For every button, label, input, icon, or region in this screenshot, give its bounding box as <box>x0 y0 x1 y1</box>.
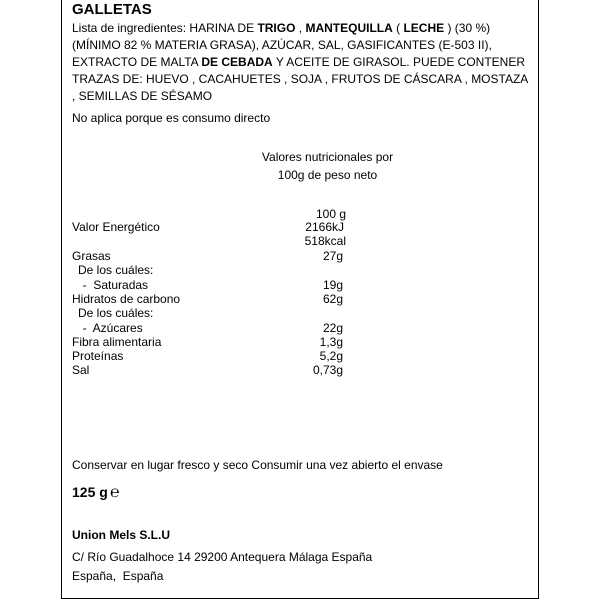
ingredients-list <box>72 20 534 105</box>
nutrition-header-line2: 100g de peso neto <box>277 168 378 182</box>
nutrient-label: De los cuáles: <box>78 306 154 320</box>
nutrition-header-line1: Valores nutricionales por <box>261 150 394 164</box>
nutrient-value: 62g <box>322 292 343 306</box>
nutrient-label: Sal <box>72 363 90 377</box>
nutrient-value: 27g <box>322 249 343 263</box>
ingredients-text: ( <box>392 21 404 35</box>
energy-kj-value: 2166kJ <box>305 220 344 234</box>
allergen-trigo: TRIGO <box>257 21 296 35</box>
nutrition-column-label: 100 g <box>315 207 346 221</box>
nutrient-value: 0,73g <box>312 363 343 377</box>
company-name: Union Mels S.L.U <box>72 528 171 542</box>
nutrient-value: 1,3g <box>319 335 343 349</box>
energy-label: Valor Energético <box>72 220 160 234</box>
ingredients-text: ) (30 %) (MÍNIMO 82 % MATERIA GRASA), AZÚCAR, SAL, GASIFICANTES (E-503 II), EXTRACTO DE MALTA <box>72 21 492 69</box>
nutrient-value: 22g <box>322 321 343 335</box>
usage-note: No aplica porque es consumo directo <box>72 111 271 125</box>
ingredients-text: Lista de ingredientes: HARINA DE <box>72 21 258 35</box>
allergen-mantequilla: MANTEQUILLA <box>305 21 393 35</box>
ingredients-text: Y ACEITE DE GIRASOL. PUEDE CONTENER TRAZAS DE: HUEVO , CACAHUETES , SOJA , FRUTOS DE CÁSCARA , MOSTAZA , SEMILLAS DE SÉSAMO <box>72 55 528 103</box>
nutrient-label: - Azúcares <box>76 321 143 335</box>
storage-instructions: Conservar en lugar fresco y seco Consumir una vez abierto el envase <box>72 458 443 472</box>
allergen-leche: LECHE <box>403 21 445 35</box>
allergen-cebada: DE CEBADA <box>201 55 273 69</box>
company-country: España, España <box>72 569 164 583</box>
nutrient-label: Fibra alimentaria <box>72 335 162 349</box>
nutrient-label: De los cuáles: <box>78 263 154 277</box>
energy-kcal-value: 518kcal <box>304 234 346 248</box>
company-address: C/ Río Guadalhoce 14 29200 Antequera Málaga España <box>72 550 373 564</box>
nutrient-label: Grasas <box>72 249 111 263</box>
nutrient-value: 19g <box>322 278 343 292</box>
nutrient-label: Hidratos de carbono <box>72 292 181 306</box>
product-title: GALLETAS <box>72 1 152 18</box>
ingredients-text: , <box>295 21 306 35</box>
nutrition-header <box>245 148 410 184</box>
nutrient-label: Proteínas <box>72 349 124 363</box>
estimated-sign-icon: ℮ <box>110 484 120 501</box>
nutrient-value: 5,2g <box>319 349 343 363</box>
net-weight: 125 g <box>72 484 108 500</box>
nutrient-label: - Saturadas <box>76 278 149 292</box>
